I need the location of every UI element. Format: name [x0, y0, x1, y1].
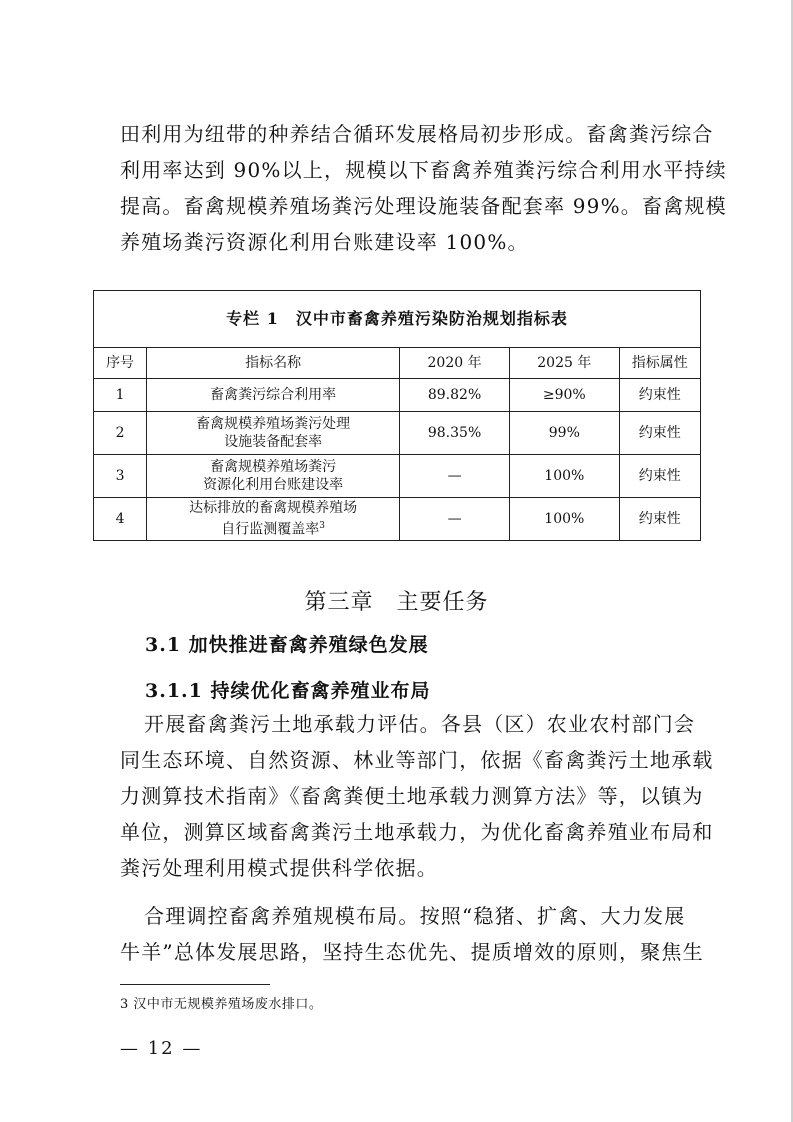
text-line: 同生态环境、自然资源、林业等部门，依据《畜禽粪污土地承载 [120, 748, 714, 772]
value-2020: — [400, 455, 510, 498]
footnote-divider [120, 984, 270, 985]
text-line: 牛羊”总体发展思路，坚持生态优先、提质增效的原则，聚焦生 [120, 940, 704, 964]
indicator-table [93, 290, 701, 541]
indicator-name: 畜禽粪污综合利用率 [147, 379, 400, 412]
table-row [94, 455, 701, 498]
value-2020: 89.82% [400, 379, 510, 412]
indicator-attribute: 约束性 [619, 455, 700, 498]
value-2025: 100% [510, 455, 619, 498]
indicator-attribute: 约束性 [619, 412, 700, 455]
header-cell: 2025 年 [510, 348, 619, 379]
section-heading: 3.1 加快推进畜禽养殖绿色发展 [145, 634, 429, 656]
intro-paragraph [120, 116, 727, 260]
indicator-attribute: 约束性 [619, 379, 700, 412]
table-row [94, 498, 701, 541]
text-line: 田利用为纽带的种养结合循环发展格局初步形成。畜禽粪污综合 [120, 122, 714, 146]
body-paragraph [120, 898, 704, 970]
indicator-attribute: 约束性 [619, 498, 700, 541]
header-cell: 2020 年 [400, 348, 510, 379]
text-line: 单位，测算区域畜禽粪污土地承载力，为优化畜禽养殖业布局和 [120, 820, 714, 844]
text-line: 开展畜禽粪污土地承载力评估。各县（区）农业农村部门会 [144, 712, 696, 736]
row-number: 2 [94, 412, 147, 455]
header-cell: 指标名称 [147, 348, 400, 379]
text-line: 力测算技术指南》《畜禽粪便土地承载力测算方法》等，以镇为 [120, 784, 704, 808]
chapter-title: 第三章 主要任务 [304, 590, 489, 615]
row-number: 3 [94, 455, 147, 498]
value-2025: 99% [510, 412, 619, 455]
body-paragraph [120, 706, 714, 886]
table-header-row [94, 348, 701, 379]
text-line: 利用率达到 90%以上，规模以下畜禽养殖粪污综合利用水平持续 [120, 158, 727, 182]
footnote: 3 汉中市无规模养殖场废水排口。 [120, 997, 323, 1012]
indicator-name: 畜禽规模养殖场粪污处理 设施装备配套率 [147, 412, 400, 455]
table-row [94, 379, 701, 412]
subsection-heading: 3.1.1 持续优化畜禽养殖业布局 [145, 680, 431, 702]
page-number: — 12 — [120, 1038, 203, 1059]
header-cell: 指标属性 [619, 348, 700, 379]
value-2025: ≥90% [510, 379, 619, 412]
value-2020: 98.35% [400, 412, 510, 455]
table-row [94, 412, 701, 455]
header-cell: 序号 [94, 348, 147, 379]
row-number: 1 [94, 379, 147, 412]
value-2025: 100% [510, 498, 619, 541]
footnote-marker: 3 [319, 521, 325, 532]
row-number: 4 [94, 498, 147, 541]
indicator-name: 畜禽规模养殖场粪污 资源化利用台账建设率 [147, 455, 400, 498]
table-title: 专栏 1 汉中市畜禽养殖污染防治规划指标表 [94, 291, 701, 348]
indicator-name: 达标排放的畜禽规模养殖场 自行监测覆盖率$^3$ [147, 498, 400, 541]
value-2020: — [400, 498, 510, 541]
text-line: 提高。畜禽规模养殖场粪污处理设施装备配套率 99%。畜禽规模 [120, 194, 727, 218]
text-line: 养殖场粪污资源化利用台账建设率 100%。 [120, 230, 529, 254]
text-line: 粪污处理利用模式提供科学依据。 [120, 856, 438, 880]
text-line: 合理调控畜禽养殖规模布局。按照“稳猪、扩禽、大力发展 [144, 904, 686, 928]
